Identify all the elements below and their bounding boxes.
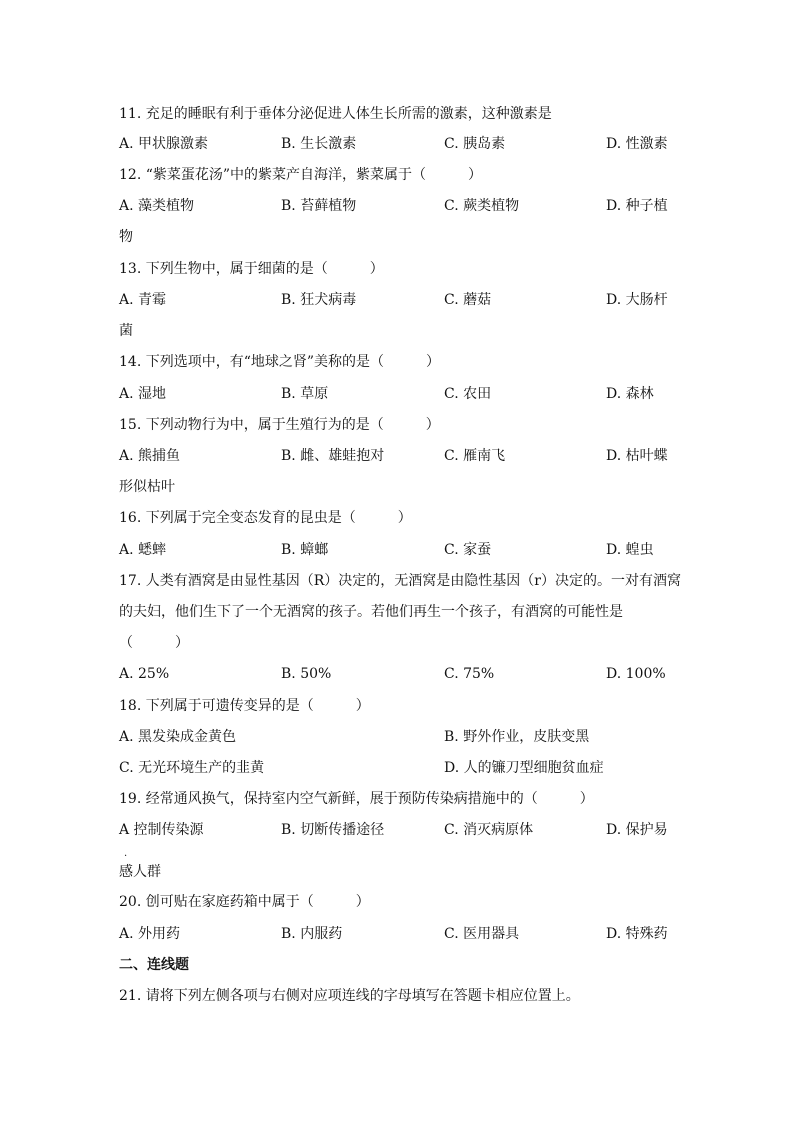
question-14-options (119, 385, 679, 403)
question-16-options (119, 541, 679, 559)
option-b[interactable]: B. 狂犬病毒 (281, 292, 357, 308)
option-c[interactable]: C. 蘑菇 (444, 292, 492, 308)
question-17-options (119, 665, 679, 683)
option-a[interactable]: A. 藻类植物 (119, 198, 195, 214)
question-13-stem: 13. 下列生物中，属于细菌的是（ ） (119, 261, 384, 277)
option-b[interactable]: B. 生长激素 (281, 136, 357, 152)
option-c[interactable]: C. 75% (444, 666, 495, 682)
option-d[interactable]: D. 大肠杆 (606, 292, 668, 308)
option-a[interactable]: A. 青霉 (119, 292, 167, 308)
option-c[interactable]: C. 无光环境生产的韭黄 (119, 760, 265, 776)
option-d[interactable]: D. 性激素 (606, 136, 668, 152)
question-15-wrap: 形似枯叶 (119, 479, 175, 495)
question-19-wrap: 感人群 (119, 864, 161, 880)
option-d[interactable]: D. 人的镰刀型细胞贫血症 (444, 760, 604, 776)
option-a[interactable]: A. 25% (119, 666, 170, 682)
option-a[interactable]: A. 蟋蟀 (119, 542, 167, 558)
question-16-stem: 16. 下列属于完全变态发育的昆虫是（ ） (119, 510, 412, 526)
option-d[interactable]: D. 蝗虫 (606, 542, 654, 558)
question-17-stem-line-2: 的夫妇，他们生下了一个无酒窝的孩子。若他们再生一个孩子，有酒窝的可能性是 (119, 604, 623, 620)
option-a[interactable]: A. 黑发染成金黄色 (119, 729, 237, 745)
option-b[interactable]: B. 50% (281, 666, 332, 682)
option-c[interactable]: C. 胰岛素 (444, 136, 506, 152)
question-20-stem: 20. 创可贴在家庭药箱中属于（ ） (119, 894, 370, 910)
option-c[interactable]: C. 农田 (444, 386, 492, 402)
option-c[interactable]: C. 医用器具 (444, 926, 520, 942)
stray-dot: . (124, 848, 128, 859)
question-15-stem: 15. 下列动物行为中，属于生殖行为的是（ ） (119, 417, 440, 433)
question-19-stem: 19. 经常通风换气，保持室内空气新鲜，展于预防传染病措施中的（ ） (119, 791, 594, 807)
option-a[interactable]: A. 熊捕鱼 (119, 448, 181, 464)
option-d[interactable]: D. 100% (606, 666, 666, 682)
question-18-options-row-2 (119, 759, 679, 777)
section-title: 二、连线题 (119, 957, 189, 973)
option-c[interactable]: C. 雁南飞 (444, 448, 506, 464)
question-13-options (119, 291, 679, 309)
option-a[interactable]: A 控制传染源 (119, 822, 204, 838)
question-12-wrap: 物 (119, 229, 133, 245)
option-b[interactable]: B. 草原 (281, 386, 329, 402)
option-b[interactable]: B. 雌、雄蛙抱对 (281, 448, 385, 464)
question-15-options (119, 447, 679, 465)
option-c[interactable]: C. 蕨类植物 (444, 198, 520, 214)
question-12-stem: 12. “紫菜蛋花汤”中的紫菜产自海洋，紫菜属于（ ） (119, 167, 483, 183)
option-a[interactable]: A. 外用药 (119, 926, 181, 942)
option-c[interactable]: C. 消灭病原体 (444, 822, 534, 838)
option-d[interactable]: D. 种子植 (606, 198, 668, 214)
option-d[interactable]: D. 特殊药 (606, 926, 668, 942)
question-20-options (119, 925, 679, 943)
question-11-options (119, 135, 679, 153)
option-b[interactable]: B. 野外作业，皮肤变黑 (444, 729, 590, 745)
question-12-options (119, 197, 679, 215)
question-18-options-row-1 (119, 728, 679, 746)
question-13-wrap: 菌 (119, 323, 133, 339)
option-d[interactable]: D. 保护易 (606, 822, 668, 838)
option-b[interactable]: B. 切断传播途径 (281, 822, 385, 838)
option-a[interactable]: A. 甲状腺激素 (119, 136, 209, 152)
question-14-stem: 14. 下列选项中，有“地球之肾”美称的是（ ） (119, 354, 441, 370)
question-19-options (119, 821, 679, 839)
option-b[interactable]: B. 苔藓植物 (281, 198, 357, 214)
question-21-stem: 21. 请将下列左侧各项与右侧对应项连线的字母填写在答题卡相应位置上。 (119, 988, 580, 1004)
question-11-stem: 11. 充足的睡眠有利于垂体分泌促进人体生长所需的激素，这种激素是 (119, 106, 552, 122)
question-17-stem-line-3: （ ） (119, 635, 189, 651)
option-a[interactable]: A. 湿地 (119, 386, 167, 402)
option-b[interactable]: B. 内服药 (281, 926, 343, 942)
option-c[interactable]: C. 家蚕 (444, 542, 492, 558)
question-18-stem: 18. 下列属于可遗传变异的是（ ） (119, 698, 370, 714)
option-b[interactable]: B. 蟑螂 (281, 542, 329, 558)
option-d[interactable]: D. 枯叶蝶 (606, 448, 668, 464)
option-d[interactable]: D. 森林 (606, 386, 654, 402)
question-17-stem-line-1: 17. 人类有酒窝是由显性基因（R）决定的，无酒窝是由隐性基因（r）决定的。一对有酒窝 (119, 573, 681, 589)
